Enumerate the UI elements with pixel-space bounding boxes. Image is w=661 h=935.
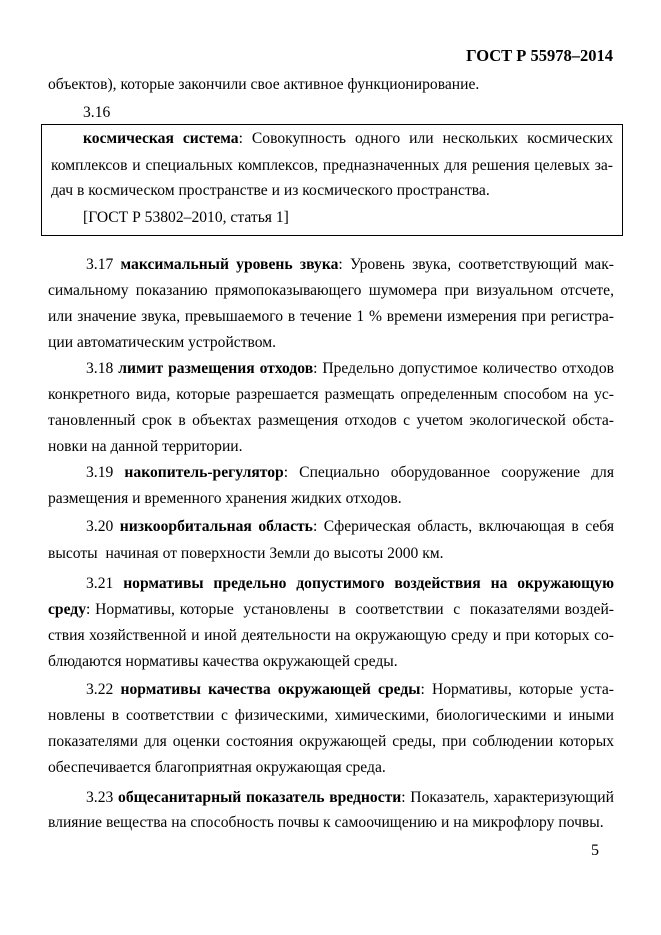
term-line: комплексов и специальных комплексов, предназначенных для решения целевых за-: [51, 157, 613, 174]
term-line: конкретного вида, которые разрешается размещать определенным способом на ус-: [48, 386, 614, 403]
term-name: космическая система: [83, 130, 239, 147]
term-name: нормативы предельно допустимого воздействия на окружающую: [123, 575, 615, 592]
term-first-line: 3.20 низкоорбитальная область: Сферическая область, включающая в себя: [86, 518, 614, 535]
term-first-line: космическая система: Совокупность одного или нескольких космических: [83, 130, 613, 147]
term-line: дач в космическом пространстве и из космического пространства.: [51, 182, 490, 199]
term-line: блюдаются нормативы качества окружающей среды.: [48, 653, 398, 670]
term-first-line: 3.22 нормативы качества окружающей среды: Нормативы, которые уста-: [86, 681, 614, 698]
term-line: ции автоматическим устройством.: [48, 334, 277, 351]
term-number: 3.16: [83, 104, 111, 121]
term-line: обеспечивается благоприятная окружающая среда.: [48, 759, 386, 776]
term-name: лимит размещения отходов: [118, 360, 314, 377]
term-line: показателями для оценки состояния окружающей среды, при соблюдении которых: [48, 733, 614, 750]
term-first-line: 3.17 максимальный уровень звука: Уровень звука, соответствующий мак-: [86, 256, 614, 273]
term-name: накопитель-регулятор: [124, 464, 284, 481]
term-line: новки на данной территории.: [48, 438, 243, 455]
term-line: высоты начиная от поверхности Земли до высоты 2000 км.: [48, 545, 444, 562]
term-line: ствия хозяйственной и иной деятельности на окружающую среду и при которых со-: [48, 627, 614, 644]
term-reference: [ГОСТ Р 53802–2010, статья 1]: [83, 209, 289, 226]
page-number: 5: [591, 842, 599, 859]
term-line: размещения и временного хранения жидких отходов.: [48, 490, 402, 507]
term-name: нормативы качества окружающей среды: [120, 681, 421, 698]
term-first-line: 3.23 общесанитарный показатель вредности: Показатель, характеризующий: [86, 789, 614, 806]
term-name-continued: среду: [48, 601, 86, 618]
document-header-id: ГОСТ Р 55978–2014: [466, 46, 613, 65]
intro-line: объектов), которые закончили свое активное функционирование.: [48, 76, 480, 93]
term-line: влияние вещества на способность почвы к самоочищению и на микрофлору почвы.: [48, 814, 604, 831]
term-name: общесанитарный показатель вредности: [118, 789, 402, 806]
term-line: или значение звука, превышаемого в течение 1 % времени измерения при регистра-: [48, 308, 614, 325]
term-line: среду: Нормативы, которые установлены в соответствии с показателями воздей-: [48, 601, 614, 618]
term-first-line: 3.18 лимит размещения отходов: Предельно допустимое количество отходов: [86, 360, 614, 377]
term-line: симальному показанию прямопоказывающего шумомера при визуальном отсчете,: [48, 282, 614, 299]
term-first-line: 3.21 нормативы предельно допустимого воздействия на окружающую: [86, 575, 615, 592]
term-line: тановленный срок в объектах размещения отходов с учетом экологической обста-: [48, 412, 614, 429]
term-name: низкоорбитальная область: [119, 518, 313, 535]
term-name: максимальный уровень звука: [120, 256, 339, 273]
term-first-line: 3.19 накопитель-регулятор: Специально оборудованное сооружение для: [86, 464, 614, 481]
term-line: новлены в соответствии с физическими, химическими, биологическими и иными: [48, 707, 614, 724]
